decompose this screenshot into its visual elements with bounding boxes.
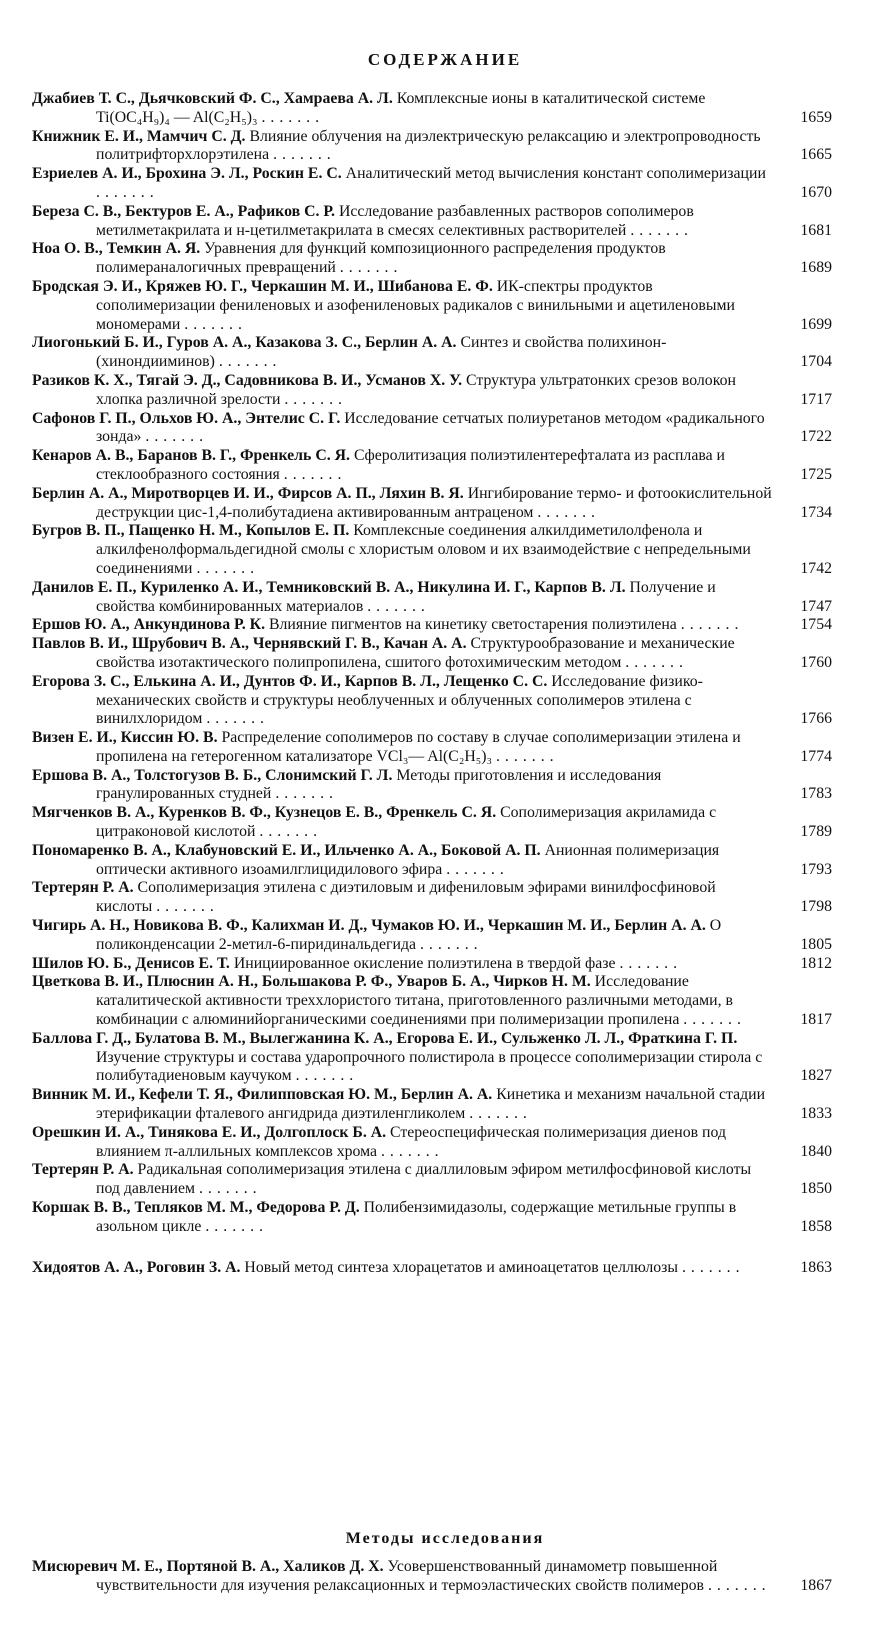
entry-title: Синтез и свойства полихинон-(хинондииминов) bbox=[96, 334, 667, 371]
entry-text bbox=[32, 635, 832, 673]
entry-title: Ингибирование термо- и фотоокислительной деструкции цис-1,4-полибутадиена активированным антраценом bbox=[96, 484, 772, 521]
entry-authors: Кенаров А. В., Баранов В. Г., Френкель С. Я. bbox=[32, 447, 351, 465]
entry-text bbox=[32, 616, 832, 635]
entry-title: Влияние пигментов на кинетику светостарения полиэтилена bbox=[265, 616, 681, 634]
leader-dots: ....... bbox=[537, 503, 601, 521]
entry-title: Комплексные ионы в каталитической системе Ti(OC₄H₉)₄ — Al(C₂H₅)₃ bbox=[96, 90, 706, 126]
toc-entry bbox=[32, 522, 832, 578]
entry-page: 1704 bbox=[800, 353, 832, 371]
leader-dots: ....... bbox=[625, 653, 688, 671]
entry-page: 1840 bbox=[800, 1142, 832, 1160]
toc-entry bbox=[32, 842, 832, 880]
entry-title: Исследование каталитической активности треххлористого титана, приготовленного различными методами, в комбинации с алюминийорганическими соединениями при полимеризации пропилена bbox=[96, 973, 733, 1029]
leader-dots: ....... bbox=[198, 1180, 262, 1198]
entry-text bbox=[32, 1030, 832, 1086]
entry-title: Стереоспецифическая полимеризация диенов под влиянием π-аллильных комплексов хрома bbox=[96, 1123, 726, 1160]
entry-authors: Данилов Е. П., Куриленко А. И., Темниковский В. А., Никулина И. Г., Карпов В. Л. bbox=[32, 578, 626, 596]
toc-entry bbox=[32, 240, 832, 278]
entry-authors: Бугров В. П., Пащенко Н. М., Копылов Е. П. bbox=[32, 522, 350, 540]
entry-authors: Егорова З. С., Елькина А. И., Дунтов Ф. И., Карпов В. Л., Лещенко С. С. bbox=[32, 672, 548, 690]
toc-entry bbox=[32, 917, 832, 955]
entry-page: 1766 bbox=[800, 710, 832, 728]
entry-title: Влияние облучения на диэлектрическую релаксацию и электропроводность политрифторхлорэтилена bbox=[96, 127, 761, 164]
entry-authors: Разиков К. Х., Тягай Э. Д., Садовникова В. И., Усманов Х. У. bbox=[32, 371, 463, 389]
toc-entry bbox=[32, 1124, 832, 1162]
entry-text bbox=[32, 767, 832, 805]
entry-page: 1783 bbox=[800, 785, 832, 803]
toc-entry bbox=[32, 804, 832, 842]
toc-entry bbox=[32, 1558, 832, 1596]
entry-authors: Винник М. И., Кефели Т. Я., Филипповская Ю. М., Берлин А. А. bbox=[32, 1086, 493, 1104]
entry-page: 1833 bbox=[800, 1105, 832, 1123]
leader-dots: ....... bbox=[196, 559, 260, 577]
entry-authors: Коршак В. В., Тепляков М. М., Федорова Р. Д. bbox=[32, 1199, 360, 1217]
entry-title: Сополимеризация этилена с диэтиловым и дифениловым эфирами винилфосфиновой кислоты bbox=[96, 879, 716, 916]
entry-page: 1670 bbox=[800, 183, 832, 201]
entry-page: 1722 bbox=[800, 428, 832, 446]
entry-page: 1774 bbox=[800, 747, 832, 765]
leader-dots: ....... bbox=[96, 183, 159, 201]
toc-entry bbox=[32, 767, 832, 805]
leader-dots: ....... bbox=[145, 428, 209, 446]
entry-page: 1789 bbox=[800, 823, 832, 841]
entry-text bbox=[32, 804, 832, 842]
entry-authors: Лиогонький Б. И., Гуров А. А., Казакова З. С., Берлин А. А. bbox=[32, 334, 457, 352]
toc-entry bbox=[32, 616, 832, 635]
entry-page: 1717 bbox=[800, 390, 832, 408]
entry-title: Усовершенствованный динамометр повышенной чувствительности для изучения релаксационных и термоэластических свойств полимеров bbox=[96, 1558, 718, 1594]
entry-text bbox=[32, 372, 832, 410]
entry-text bbox=[32, 278, 832, 334]
entry-title: Распределение сополимеров по составу в случае сополимеризации этилена и пропилена на гетерогенном катализаторе VCl₃— Al(C₂H₅)₃ bbox=[96, 729, 741, 765]
leader-dots: ....... bbox=[446, 860, 509, 878]
entry-page: 1760 bbox=[800, 653, 832, 671]
entry-authors: Тертерян Р. А. bbox=[32, 879, 134, 897]
leader-dots: ....... bbox=[283, 465, 347, 483]
leader-dots: ....... bbox=[707, 1576, 771, 1594]
entry-text bbox=[32, 1161, 832, 1199]
entry-authors: Берлин А. А., Миротворцев И. И., Фирсов А. П., Ляхин В. Я. bbox=[32, 484, 464, 502]
leader-dots: ....... bbox=[681, 1258, 745, 1276]
entry-title: Комплексные соединения алкилдиметилолфенола и алкилфенолформальдегидной смолы с хлористым оловом и их взаимодействие с непредельными соединениями bbox=[96, 522, 751, 577]
leader-dots: ....... bbox=[295, 1067, 359, 1085]
entry-text bbox=[32, 955, 832, 974]
entry-page: 1734 bbox=[800, 503, 832, 521]
entry-authors: Ноа О. В., Темкин А. Я. bbox=[32, 240, 201, 258]
entry-text bbox=[32, 1124, 832, 1162]
entry-authors: Тертерян Р. А. bbox=[32, 1161, 134, 1179]
entry-page: 1665 bbox=[800, 146, 832, 164]
toc-entry bbox=[32, 447, 832, 485]
entry-title: Сополимеризация акриламида с цитраконовой кислотой bbox=[96, 804, 717, 841]
entry-title: Исследование разбавленных растворов сополимеров метилметакрилата и н-цетилметакрилата в смесях селективных растворителей bbox=[96, 202, 694, 239]
entry-title: ИК-спектры продуктов сополимеризации фениленовых и азофениленовых радикалов с винильными и ацетиленовыми мономерами bbox=[96, 277, 735, 333]
entry-authors: Визен Е. И., Киссин Ю. В. bbox=[32, 729, 218, 747]
toc-entry bbox=[32, 128, 832, 166]
leader-dots: ....... bbox=[683, 1011, 746, 1029]
entry-text bbox=[32, 1558, 832, 1596]
entry-title: Сферолитизация полиэтилентерефталата из расплава и стеклообразного состояния bbox=[96, 447, 725, 483]
entry-text bbox=[32, 240, 832, 278]
entry-authors: Шилов Ю. Б., Денисов Е. Т. bbox=[32, 954, 230, 972]
toc-entry bbox=[32, 729, 832, 767]
leader-dots: ....... bbox=[205, 1217, 269, 1235]
entry-text bbox=[32, 334, 832, 372]
entry-text bbox=[32, 447, 832, 485]
leader-dots: ....... bbox=[261, 108, 325, 126]
entry-page: 1867 bbox=[800, 1576, 832, 1594]
entry-authors: Цветкова В. И., Плюснин А. Н., Большакова Р. Ф., Уваров Б. А., Чирков Н. М. bbox=[32, 973, 591, 991]
entry-text bbox=[32, 410, 832, 448]
entry-title: Кинетика и механизм начальной стадии этерификации фталевого ангидрида диэтиленгликолем bbox=[96, 1086, 766, 1123]
toc-entry bbox=[32, 635, 832, 673]
toc-entry bbox=[32, 673, 832, 729]
leader-dots: ....... bbox=[284, 390, 348, 408]
entry-page: 1812 bbox=[800, 954, 832, 972]
leader-dots: ....... bbox=[630, 221, 693, 239]
leader-dots: ....... bbox=[380, 1142, 444, 1160]
entry-page: 1681 bbox=[800, 221, 832, 239]
entry-title: Инициированное окисление полиэтилена в твердой фазе bbox=[229, 954, 620, 972]
entry-page: 1754 bbox=[800, 616, 832, 634]
entry-page: 1858 bbox=[800, 1217, 832, 1235]
leader-dots: ....... bbox=[619, 954, 683, 972]
entry-title: Получение и свойства комбинированных материалов bbox=[96, 578, 716, 615]
entry-title: Уравнения для функций композиционного распределения продуктов полимераналогичных превращений bbox=[96, 240, 666, 277]
entry-authors: Книжник Е. И., Мамчич С. Д. bbox=[32, 127, 246, 145]
entry-text bbox=[32, 579, 832, 617]
entry-page: 1742 bbox=[800, 559, 832, 577]
entry-authors: Хидоятов А. А., Роговин З. А. bbox=[32, 1258, 241, 1276]
entry-text bbox=[32, 842, 832, 880]
entry-text bbox=[32, 917, 832, 955]
entry-authors: Езриелев А. И., Брохина Э. Л., Роскин Е. С. bbox=[32, 165, 342, 183]
entry-text bbox=[32, 128, 832, 166]
leader-dots: ....... bbox=[206, 710, 269, 728]
entry-title: Новый метод синтеза хлорацетатов и аминоацетатов целлюлозы bbox=[240, 1258, 682, 1276]
entry-authors: Ершов Ю. А., Анкундинова Р. К. bbox=[32, 616, 266, 634]
entry-authors: Береза С. В., Бектуров Е. А., Рафиков С. Р. bbox=[32, 202, 335, 220]
entry-authors: Павлов В. И., Шрубович В. А., Чернявский Г. В., Качан А. А. bbox=[32, 635, 467, 653]
entry-text bbox=[32, 203, 832, 241]
leader-dots: ....... bbox=[273, 146, 336, 164]
entry-text bbox=[32, 1259, 832, 1278]
entry-page: 1725 bbox=[800, 465, 832, 483]
toc-entry bbox=[32, 1086, 832, 1124]
entry-text bbox=[32, 90, 832, 128]
leader-dots: ....... bbox=[184, 315, 247, 333]
entry-page: 1805 bbox=[800, 935, 832, 953]
entry-authors: Орешкин И. А., Тинякова Е. И., Долгоплоск Б. А. bbox=[32, 1123, 387, 1141]
toc-entry bbox=[32, 203, 832, 241]
entry-authors: Баллова Г. Д., Булатова В. М., Вылегжанина К. А., Егорова Е. И., Сульженко Л. Л., Фраткина Г. П. bbox=[32, 1029, 738, 1047]
toc-entry bbox=[32, 90, 832, 128]
leader-dots: ....... bbox=[495, 747, 559, 765]
toc-entry bbox=[32, 278, 832, 334]
entry-title: Методы приготовления и исследования гранулированных студней bbox=[96, 766, 662, 803]
toc-entry bbox=[32, 165, 832, 203]
entry-text bbox=[32, 879, 832, 917]
entry-authors: Мисюревич М. Е., Портяной В. А., Халиков Д. Х. bbox=[32, 1558, 384, 1575]
section-title: Методы исследования bbox=[345, 1530, 545, 1547]
entry-page: 1798 bbox=[800, 898, 832, 916]
entry-page: 1817 bbox=[800, 1011, 832, 1029]
entry-title: Структурообразование и механические свойства изотактического полипропилена, сшитого фотохимическим методом bbox=[96, 635, 735, 671]
entry-page: 1863 bbox=[800, 1258, 832, 1276]
entry-authors: Ершова В. А., Толстогузов В. Б., Слонимский Г. Л. bbox=[32, 766, 393, 784]
entry-text bbox=[32, 522, 832, 578]
entry-page: 1850 bbox=[800, 1180, 832, 1198]
toc-entry bbox=[32, 372, 832, 410]
entry-authors: Сафонов Г. П., Ольхов Ю. А., Энтелис С. Г. bbox=[32, 409, 341, 427]
entry-title: Исследование сетчатых полиуретанов методом «радикального зонда» bbox=[96, 409, 765, 446]
toc-entry bbox=[32, 1161, 832, 1199]
entry-text bbox=[32, 729, 832, 767]
toc-entries bbox=[32, 90, 832, 1277]
entry-title: Структура ультратонких срезов волокон хлопка различной зрелости bbox=[96, 371, 736, 408]
entry-title: Анионная полимеризация оптически активного изоамилглицидилового эфира bbox=[96, 841, 720, 878]
leader-dots: ....... bbox=[218, 353, 282, 371]
toc-entry bbox=[32, 1199, 832, 1237]
entry-text bbox=[32, 165, 832, 203]
entry-text bbox=[32, 1199, 832, 1237]
toc-entry bbox=[32, 955, 832, 974]
entry-page: 1699 bbox=[800, 315, 832, 333]
entry-text bbox=[32, 1086, 832, 1124]
leader-dots: ....... bbox=[367, 597, 430, 615]
leader-dots: ....... bbox=[680, 616, 744, 634]
leader-dots: ....... bbox=[339, 259, 403, 277]
leader-dots: ....... bbox=[156, 898, 219, 916]
entry-title: Изучение структуры и состава ударопрочного полистирола в процессе сополимеризации стирола с полибутадиеновым каучуком bbox=[96, 1048, 763, 1085]
entry-page: 1793 bbox=[800, 860, 832, 878]
toc-entry bbox=[32, 410, 832, 448]
entry-text bbox=[32, 673, 832, 729]
entry-page: 1827 bbox=[800, 1067, 832, 1085]
toc-entry bbox=[32, 1030, 832, 1086]
entry-text bbox=[32, 485, 832, 523]
page-title: СОДЕРЖАНИЕ bbox=[367, 50, 523, 69]
entry-gap bbox=[32, 1237, 832, 1259]
toc-entry bbox=[32, 334, 832, 372]
entry-page: 1659 bbox=[800, 108, 832, 126]
entry-authors: Бродская Э. И., Кряжев Ю. Г., Черкашин М. И., Шибанова Е. Ф. bbox=[32, 277, 493, 295]
entry-title: О поликонденсации 2-метил-6-пиридинальдегида bbox=[96, 917, 722, 953]
leader-dots: ....... bbox=[275, 785, 338, 803]
leader-dots: ....... bbox=[419, 935, 483, 953]
entry-authors: Чигирь А. Н., Новикова В. Ф., Калихман И. Д., Чумаков Ю. И., Черкашин М. И., Берлин А. А. bbox=[32, 917, 706, 935]
entry-title: Аналитический метод вычисления констант сополимеризации bbox=[341, 165, 766, 183]
entry-title: Исследование физико-механических свойств и структуры необлученных и облученных сополимеров этилена с винилхлоридом bbox=[96, 672, 703, 728]
entry-title: Радикальная сополимеризация этилена с диаллиловым эфиром метилфосфиновой кислоты под давлением bbox=[96, 1161, 752, 1198]
entry-authors: Мягченков В. А., Куренков В. Ф., Кузнецов Е. В., Френкель С. Я. bbox=[32, 804, 497, 822]
leader-dots: ....... bbox=[469, 1105, 532, 1123]
toc-entry bbox=[32, 1259, 832, 1278]
entry-page: 1689 bbox=[800, 259, 832, 277]
methods-entries bbox=[32, 1558, 832, 1596]
entry-page: 1747 bbox=[800, 597, 832, 615]
entry-text bbox=[32, 973, 832, 1029]
entry-authors: Пономаренко В. А., Клабуновский Е. И., Ильченко А. А., Боковой А. П. bbox=[32, 841, 541, 859]
leader-dots: ....... bbox=[259, 823, 323, 841]
entry-title: Полибензимидазолы, содержащие метильные группы в азольном цикле bbox=[96, 1199, 737, 1235]
toc-entry bbox=[32, 579, 832, 617]
toc-entry bbox=[32, 879, 832, 917]
entry-authors: Джабиев Т. С., Дьячковский Ф. С., Хамраева А. Л. bbox=[32, 90, 393, 107]
toc-entry bbox=[32, 973, 832, 1029]
toc-entry bbox=[32, 485, 832, 523]
